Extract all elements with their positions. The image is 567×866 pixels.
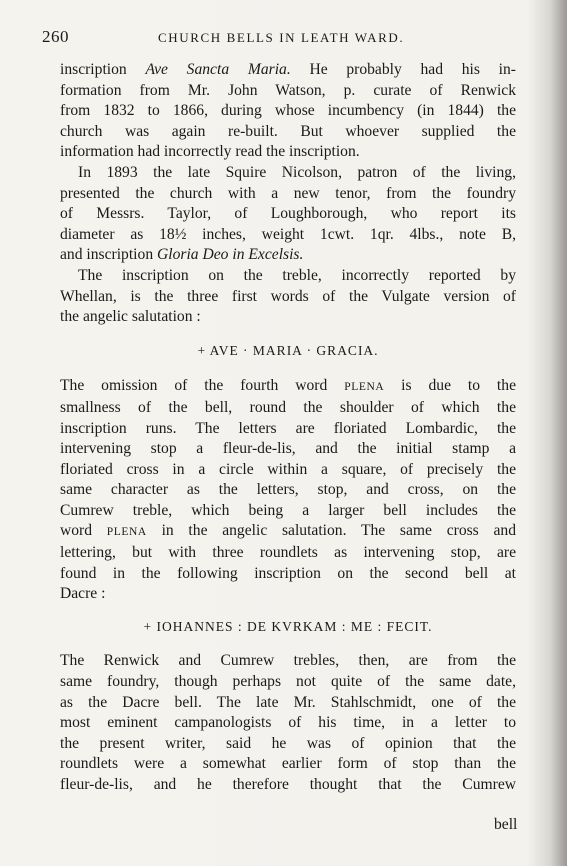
text-line: Cumrew treble, which being a larger bell includes the bbox=[60, 501, 516, 519]
text-line: In 1893 the late Squire Nicolson, patron of the living, bbox=[78, 163, 516, 181]
text-line: smallness of the bell, round the shoulder of which the bbox=[60, 398, 516, 416]
text-line: most eminent campanologists of his time, in a letter to bbox=[60, 714, 516, 732]
body-text bbox=[60, 60, 516, 796]
text-line: as the Dacre bell. The late Mr. Stahlschmidt, one of the bbox=[60, 693, 516, 711]
text-line: The omission of the fourth word PLENA is due to the bbox=[60, 377, 516, 395]
text-line: inscription runs. The letters are floriated Lombardic, the bbox=[60, 419, 516, 437]
text-line: same foundry, though perhaps not quite of the same date, bbox=[60, 673, 516, 691]
bell-inscription-dacre: + IOHANNES : DE KVRKAM : ME : FECIT. bbox=[143, 618, 433, 634]
text-line: information had incorrectly read the inscription. bbox=[60, 143, 360, 161]
page-number: 260 bbox=[42, 27, 69, 46]
text-line: the present writer, said he was of opinion that the bbox=[60, 734, 516, 752]
page-header bbox=[42, 27, 522, 49]
text-line: same character as the letters, stop, and cross, on the bbox=[60, 481, 516, 499]
text-line: and inscription Gloria Deo in Excelsis. bbox=[60, 246, 304, 264]
text-line: formation from Mr. John Watson, p. curate of Renwick bbox=[60, 81, 516, 99]
text-line: diameter as 18½ inches, weight 1cwt. 1qr. 4lbs., note B, bbox=[60, 225, 516, 243]
running-head: CHURCH BELLS IN LEATH WARD. bbox=[158, 30, 405, 45]
text-line: Whellan, is the three first words of the Vulgate version of bbox=[60, 287, 516, 305]
text-line: Dacre : bbox=[60, 585, 106, 603]
text-line: roundlets were a somewhat earlier form of stop than the bbox=[60, 755, 516, 773]
text-line: fleur-de-lis, and he therefore thought that the Cumrew bbox=[60, 776, 516, 793]
bell-inscription-treble: + AVE · MARIA · GRACIA. bbox=[197, 342, 379, 358]
text-line: word PLENA in the angelic salutation. The same cross and bbox=[60, 522, 516, 540]
catchword: bell bbox=[494, 816, 518, 833]
text-line: floriated cross in a circle within a square, of precisely the bbox=[60, 460, 516, 478]
text-line: lettering, but with three roundlets as intervening stop, are bbox=[60, 544, 516, 562]
text-line: the angelic salutation : bbox=[60, 308, 201, 326]
text-line: church was again re-built. But whoever supplied the bbox=[60, 122, 516, 140]
text-line: found in the following inscription on the second bell at bbox=[60, 564, 516, 582]
text-line: The inscription on the treble, incorrectly reported by bbox=[78, 266, 516, 284]
text-line: presented the church with a new tenor, from the foundry bbox=[60, 184, 516, 202]
text-line: The Renwick and Cumrew trebles, then, are from the bbox=[60, 652, 516, 670]
text-line: of Messrs. Taylor, of Loughborough, who report its bbox=[60, 205, 516, 223]
text-line: inscription Ave Sancta Maria. He probably had his in- bbox=[60, 61, 516, 78]
text-line: from 1832 to 1866, during whose incumbency (in 1844) the bbox=[60, 102, 516, 120]
text-line: intervening stop a fleur-de-lis, and the initial stamp a bbox=[60, 440, 516, 458]
